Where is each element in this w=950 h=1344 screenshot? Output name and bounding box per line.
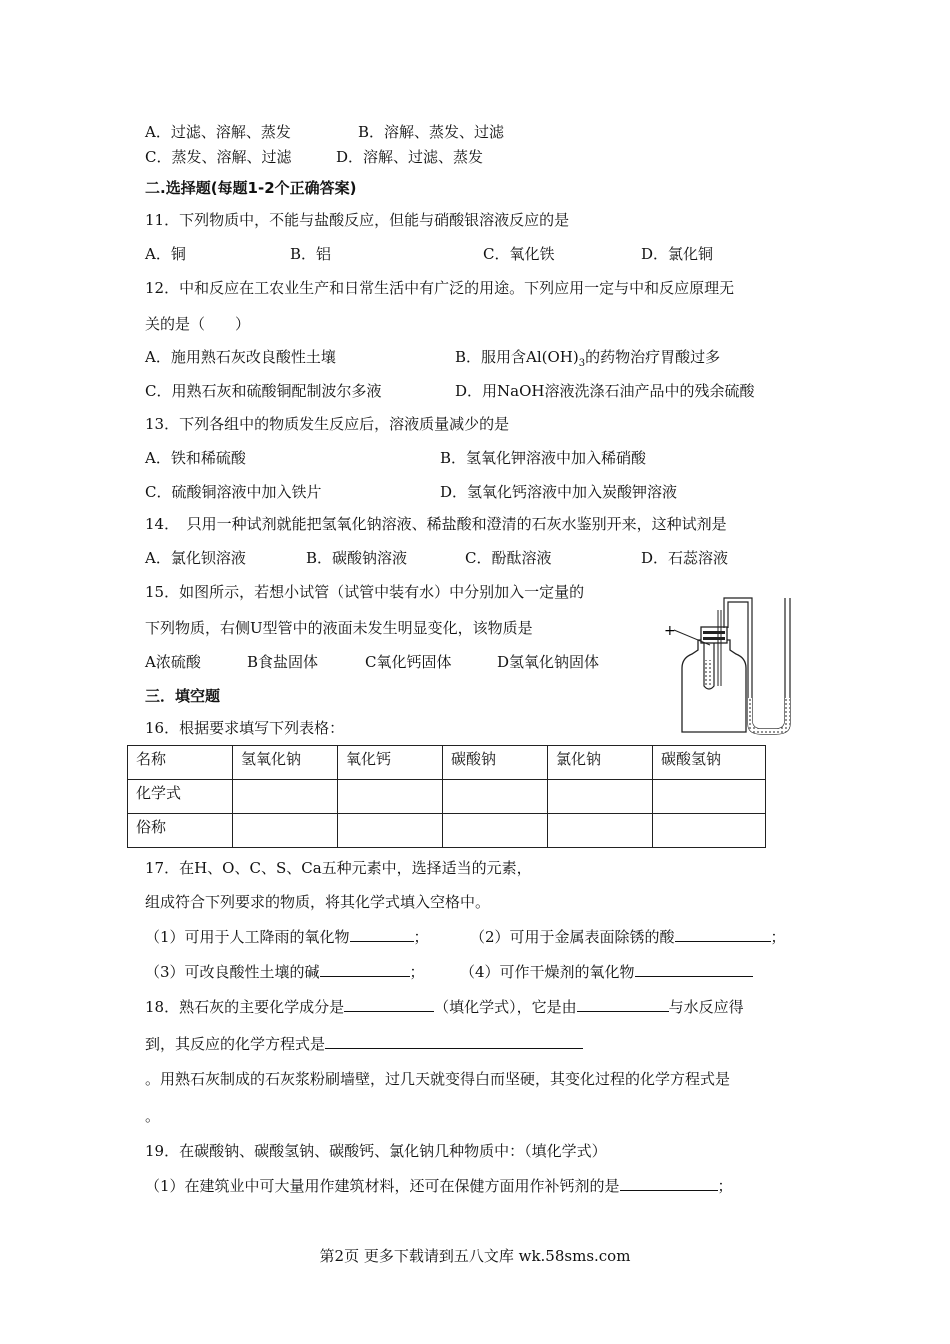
q12-option-c: C．用熟石灰和硫酸铜配制波尔多液 bbox=[145, 382, 382, 400]
q12-stem-line2: 关的是（ ） bbox=[145, 315, 251, 333]
q17-part2-text: （2）可用于金属表面除锈的酸 bbox=[470, 928, 675, 946]
answer-cell[interactable] bbox=[548, 814, 653, 848]
answer-blank[interactable] bbox=[325, 1033, 583, 1049]
q17-stem-line2: 组成符合下列要求的物质，将其化学式填入空格中。 bbox=[145, 893, 491, 911]
answer-blank[interactable] bbox=[620, 1175, 718, 1191]
q13-option-d: D．氢氧化钙溶液中加入炭酸钾溶液 bbox=[440, 483, 678, 501]
q10-option-b: B．溶解、蒸发、过滤 bbox=[358, 123, 505, 141]
table-row-label: 化学式 bbox=[128, 780, 233, 814]
table-header-cell: 碳酸氢钠 bbox=[653, 746, 766, 780]
u-tube bbox=[748, 598, 790, 734]
q15-stem-line2: 下列物质，右侧U型管中的液面未发生明显变化，该物质是 bbox=[145, 619, 533, 637]
table-row bbox=[128, 814, 766, 848]
table-header-cell: 氧化钙 bbox=[338, 746, 443, 780]
q11-option-a: A．铜 bbox=[145, 245, 186, 263]
answer-blank[interactable] bbox=[577, 996, 669, 1012]
q18-text-3: 与水反应得 bbox=[668, 998, 744, 1016]
q18-line3: 。用熟石灰制成的石灰浆粉刷墙壁，过几天就变得白而坚硬，其变化过程的化学方程式是 bbox=[145, 1070, 731, 1088]
q18-line1 bbox=[145, 996, 744, 1017]
q12-option-a: A．施用熟石灰改良酸性土壤 bbox=[145, 348, 336, 366]
answer-cell[interactable] bbox=[653, 780, 766, 814]
q14-option-d: D．石蕊溶液 bbox=[641, 549, 729, 567]
q14-stem: 14． 只用一种试剂就能把氢氧化钠溶液、稀盐酸和澄清的石灰水鉴别开来，这种试剂是 bbox=[145, 515, 727, 533]
q18-line4: 。 bbox=[145, 1107, 161, 1125]
page-footer: 第2页 更多下载请到五八文库 wk.58sms.com bbox=[319, 1247, 631, 1265]
answer-cell[interactable] bbox=[338, 814, 443, 848]
q12-option-b bbox=[455, 347, 720, 374]
separator: ； bbox=[770, 928, 786, 946]
q12-option-b-text: B．服用含Al(OH) bbox=[455, 348, 579, 366]
separator: ； bbox=[717, 1177, 733, 1195]
q13-option-a: A．铁和稀硫酸 bbox=[145, 449, 246, 467]
q17-part3-text: （3）可改良酸性土壤的碱 bbox=[145, 963, 320, 981]
q17-stem-line1: 17．在H、O、C、S、Ca五种元素中，选择适当的元素， bbox=[145, 859, 532, 877]
q17-part4 bbox=[460, 961, 753, 982]
q11-option-b: B．铝 bbox=[290, 245, 332, 263]
answer-cell[interactable] bbox=[443, 780, 548, 814]
q19-stem: 19．在碳酸钠、碳酸氢钠、碳酸钙、氯化钠几种物质中：（填化学式） bbox=[145, 1142, 607, 1160]
q12-stem-line1: 12．中和反应在工农业生产和日常生活中有广泛的用途。下列应用一定与中和反应原理无 bbox=[145, 279, 735, 297]
table-header-row bbox=[128, 746, 766, 780]
q17-part2 bbox=[470, 926, 786, 947]
apparatus-figure bbox=[660, 590, 800, 738]
q11-option-d: D．氯化铜 bbox=[641, 245, 714, 263]
q15-option-b: B食盐固体 bbox=[247, 653, 319, 671]
separator: ； bbox=[413, 928, 429, 946]
q10-option-d: D．溶解、过滤、蒸发 bbox=[336, 148, 484, 166]
q12-option-d: D．用NaOH溶液洗涤石油产品中的残余硫酸 bbox=[455, 382, 755, 400]
q11-option-c: C．氧化铁 bbox=[483, 245, 555, 263]
q15-option-a: A浓硫酸 bbox=[145, 653, 201, 671]
q17-part3 bbox=[145, 961, 425, 982]
q17-part1-text: （1）可用于人工降雨的氧化物 bbox=[145, 928, 350, 946]
q13-stem: 13．下列各组中的物质发生反应后，溶液质量减少的是 bbox=[145, 415, 510, 433]
q10-option-a: A．过滤、溶解、蒸发 bbox=[145, 123, 291, 141]
table-header-cell: 氯化钠 bbox=[548, 746, 653, 780]
q16-table bbox=[127, 745, 766, 848]
separator: ； bbox=[409, 963, 425, 981]
table-header-cell: 碳酸钠 bbox=[443, 746, 548, 780]
q10-option-c: C．蒸发、溶解、过滤 bbox=[145, 148, 292, 166]
answer-blank[interactable] bbox=[344, 996, 434, 1012]
q18-line2 bbox=[145, 1033, 583, 1054]
figure-plus-label: + bbox=[664, 623, 676, 639]
table-header-cell: 氢氧化钠 bbox=[233, 746, 338, 780]
q14-option-b: B．碳酸钠溶液 bbox=[306, 549, 408, 567]
answer-cell[interactable] bbox=[443, 814, 548, 848]
answer-blank[interactable] bbox=[350, 926, 414, 942]
answer-cell[interactable] bbox=[548, 780, 653, 814]
table-row bbox=[128, 780, 766, 814]
answer-cell[interactable] bbox=[233, 780, 338, 814]
q19-part1-text: （1）在建筑业中可大量用作建筑材料，还可在保健方面用作补钙剂的是 bbox=[145, 1177, 620, 1195]
q15-option-c: C氧化钙固体 bbox=[365, 653, 452, 671]
q16-stem: 16．根据要求填写下列表格： bbox=[145, 719, 345, 737]
q19-part1 bbox=[145, 1175, 733, 1196]
answer-blank[interactable] bbox=[320, 961, 410, 977]
q15-option-d: D氢氧化钠固体 bbox=[497, 653, 600, 671]
table-header-cell: 名称 bbox=[128, 746, 233, 780]
q11-stem: 11．下列物质中，不能与盐酸反应，但能与硝酸银溶液反应的是 bbox=[145, 211, 570, 229]
q17-part4-text: （4）可作干燥剂的氧化物 bbox=[460, 963, 635, 981]
q13-option-c: C．硫酸铜溶液中加入铁片 bbox=[145, 483, 322, 501]
q13-option-b: B．氢氧化钾溶液中加入稀硝酸 bbox=[440, 449, 647, 467]
answer-cell[interactable] bbox=[653, 814, 766, 848]
section3-heading: 三．填空题 bbox=[145, 687, 221, 705]
q14-option-a: A．氯化钡溶液 bbox=[145, 549, 246, 567]
q12-option-b-subscript: 3 bbox=[578, 358, 586, 369]
q18-text-1: 18．熟石灰的主要化学成分是 bbox=[145, 998, 345, 1016]
stopper bbox=[701, 627, 727, 643]
q15-stem-line1: 15．如图所示，若想小试管（试管中装有水）中分别加入一定量的 bbox=[145, 583, 585, 601]
answer-blank[interactable] bbox=[675, 926, 771, 942]
q18-text-4: 到，其反应的化学方程式是 bbox=[145, 1035, 326, 1053]
section2-heading: 二.选择题(每题1-2个正确答案) bbox=[145, 179, 357, 197]
table-row-label: 俗称 bbox=[128, 814, 233, 848]
q14-option-c: C．酚酞溶液 bbox=[465, 549, 552, 567]
answer-cell[interactable] bbox=[338, 780, 443, 814]
answer-cell[interactable] bbox=[233, 814, 338, 848]
answer-blank[interactable] bbox=[635, 961, 753, 977]
q18-text-2: （填化学式），它是由 bbox=[434, 998, 577, 1016]
q17-part1 bbox=[145, 926, 429, 947]
q12-option-b-text-end: 的药物治疗胃酸过多 bbox=[585, 348, 721, 366]
